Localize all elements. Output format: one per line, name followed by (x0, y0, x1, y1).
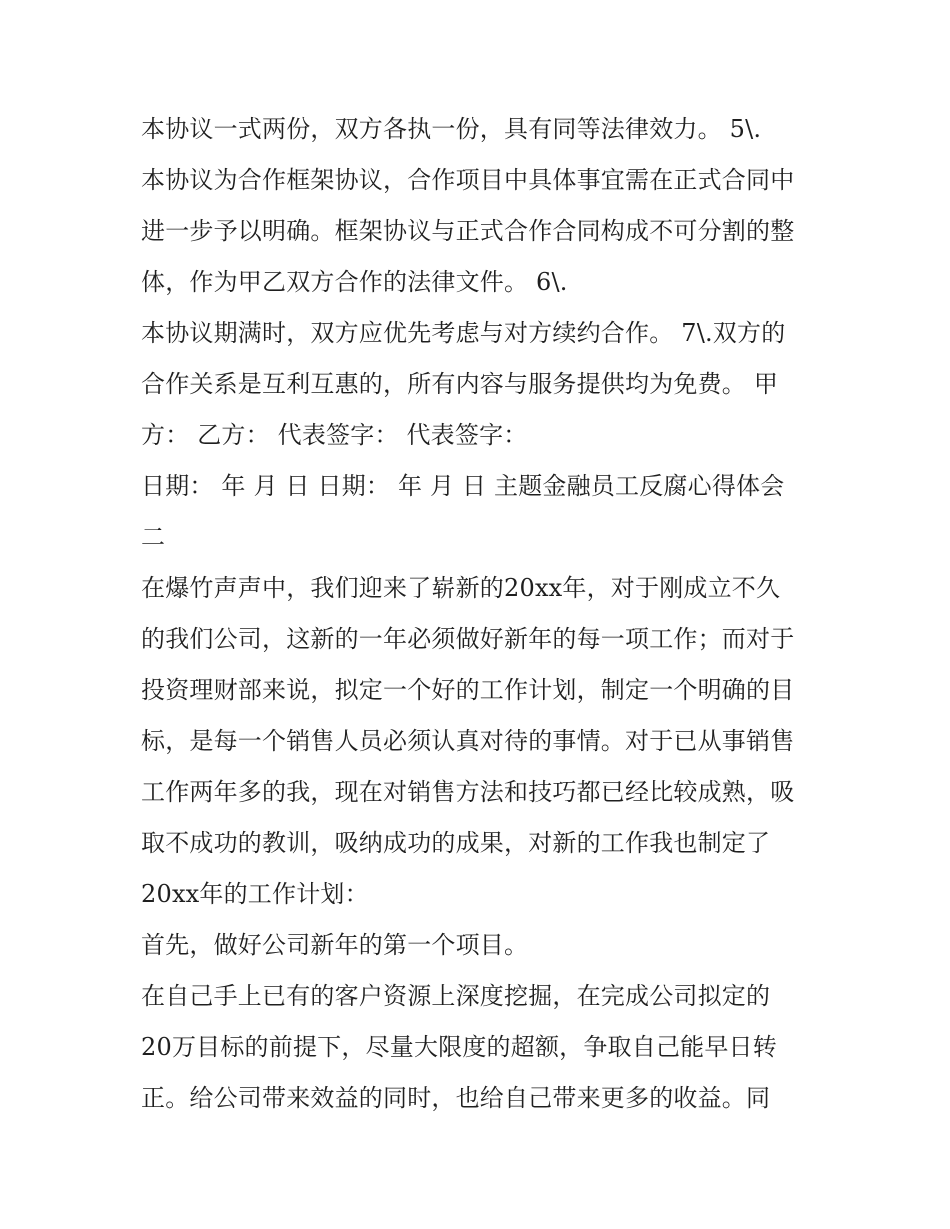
text-line: 进一步予以明确。框架协议与正式合作合同构成不可分割的整 (141, 217, 795, 245)
text-line: 工作两年多的我，现在对销售方法和技巧都已经比较成熟，吸 (141, 778, 795, 806)
text-line: 本协议为合作框架协议，合作项目中具体事宜需在正式合同中 (141, 166, 795, 194)
text-line: 取不成功的教训，吸纳成功的成果，对新的工作我也制定了 (141, 829, 771, 857)
text-line: 标，是每一个销售人员必须认真对待的事情。对于已从事销售 (141, 727, 795, 755)
text-line: 20xx年的工作计划： (141, 880, 369, 908)
text-line: 体，作为甲乙双方合作的法律文件。 6\. (141, 268, 568, 296)
text-line: 的我们公司，这新的一年必须做好新年的每一项工作；而对于 (141, 625, 795, 653)
text-line: 方： 乙方： 代表签字： 代表签字： (141, 421, 528, 449)
text-line: 在爆竹声声中，我们迎来了崭新的20xx年，对于刚成立不久 (141, 574, 781, 602)
text-line: 本协议期满时，双方应优先考虑与对方续约合作。 7\.双方的 (141, 319, 786, 347)
text-line: 正。给公司带来效益的同时，也给自己带来更多的收益。同 (141, 1084, 771, 1112)
text-line: 日期： 年 月 日 日期： 年 月 日 主题金融员工反腐心得体会 (141, 472, 785, 500)
text-line: 合作关系是互利互惠的，所有内容与服务提供均为免费。 甲 (141, 370, 779, 398)
text-line: 在自己手上已有的客户资源上深度挖掘，在完成公司拟定的 (141, 982, 771, 1010)
text-line: 本协议一式两份，双方各执一份，具有同等法律效力。 5\. (141, 115, 762, 143)
text-line: 20万目标的前提下，尽量大限度的超额，争取自己能早日转 (141, 1033, 777, 1061)
text-line: 首先，做好公司新年的第一个项目。 (141, 931, 529, 959)
text-line: 投资理财部来说，拟定一个好的工作计划，制定一个明确的目 (141, 676, 795, 704)
text-line: 二 (141, 523, 166, 551)
